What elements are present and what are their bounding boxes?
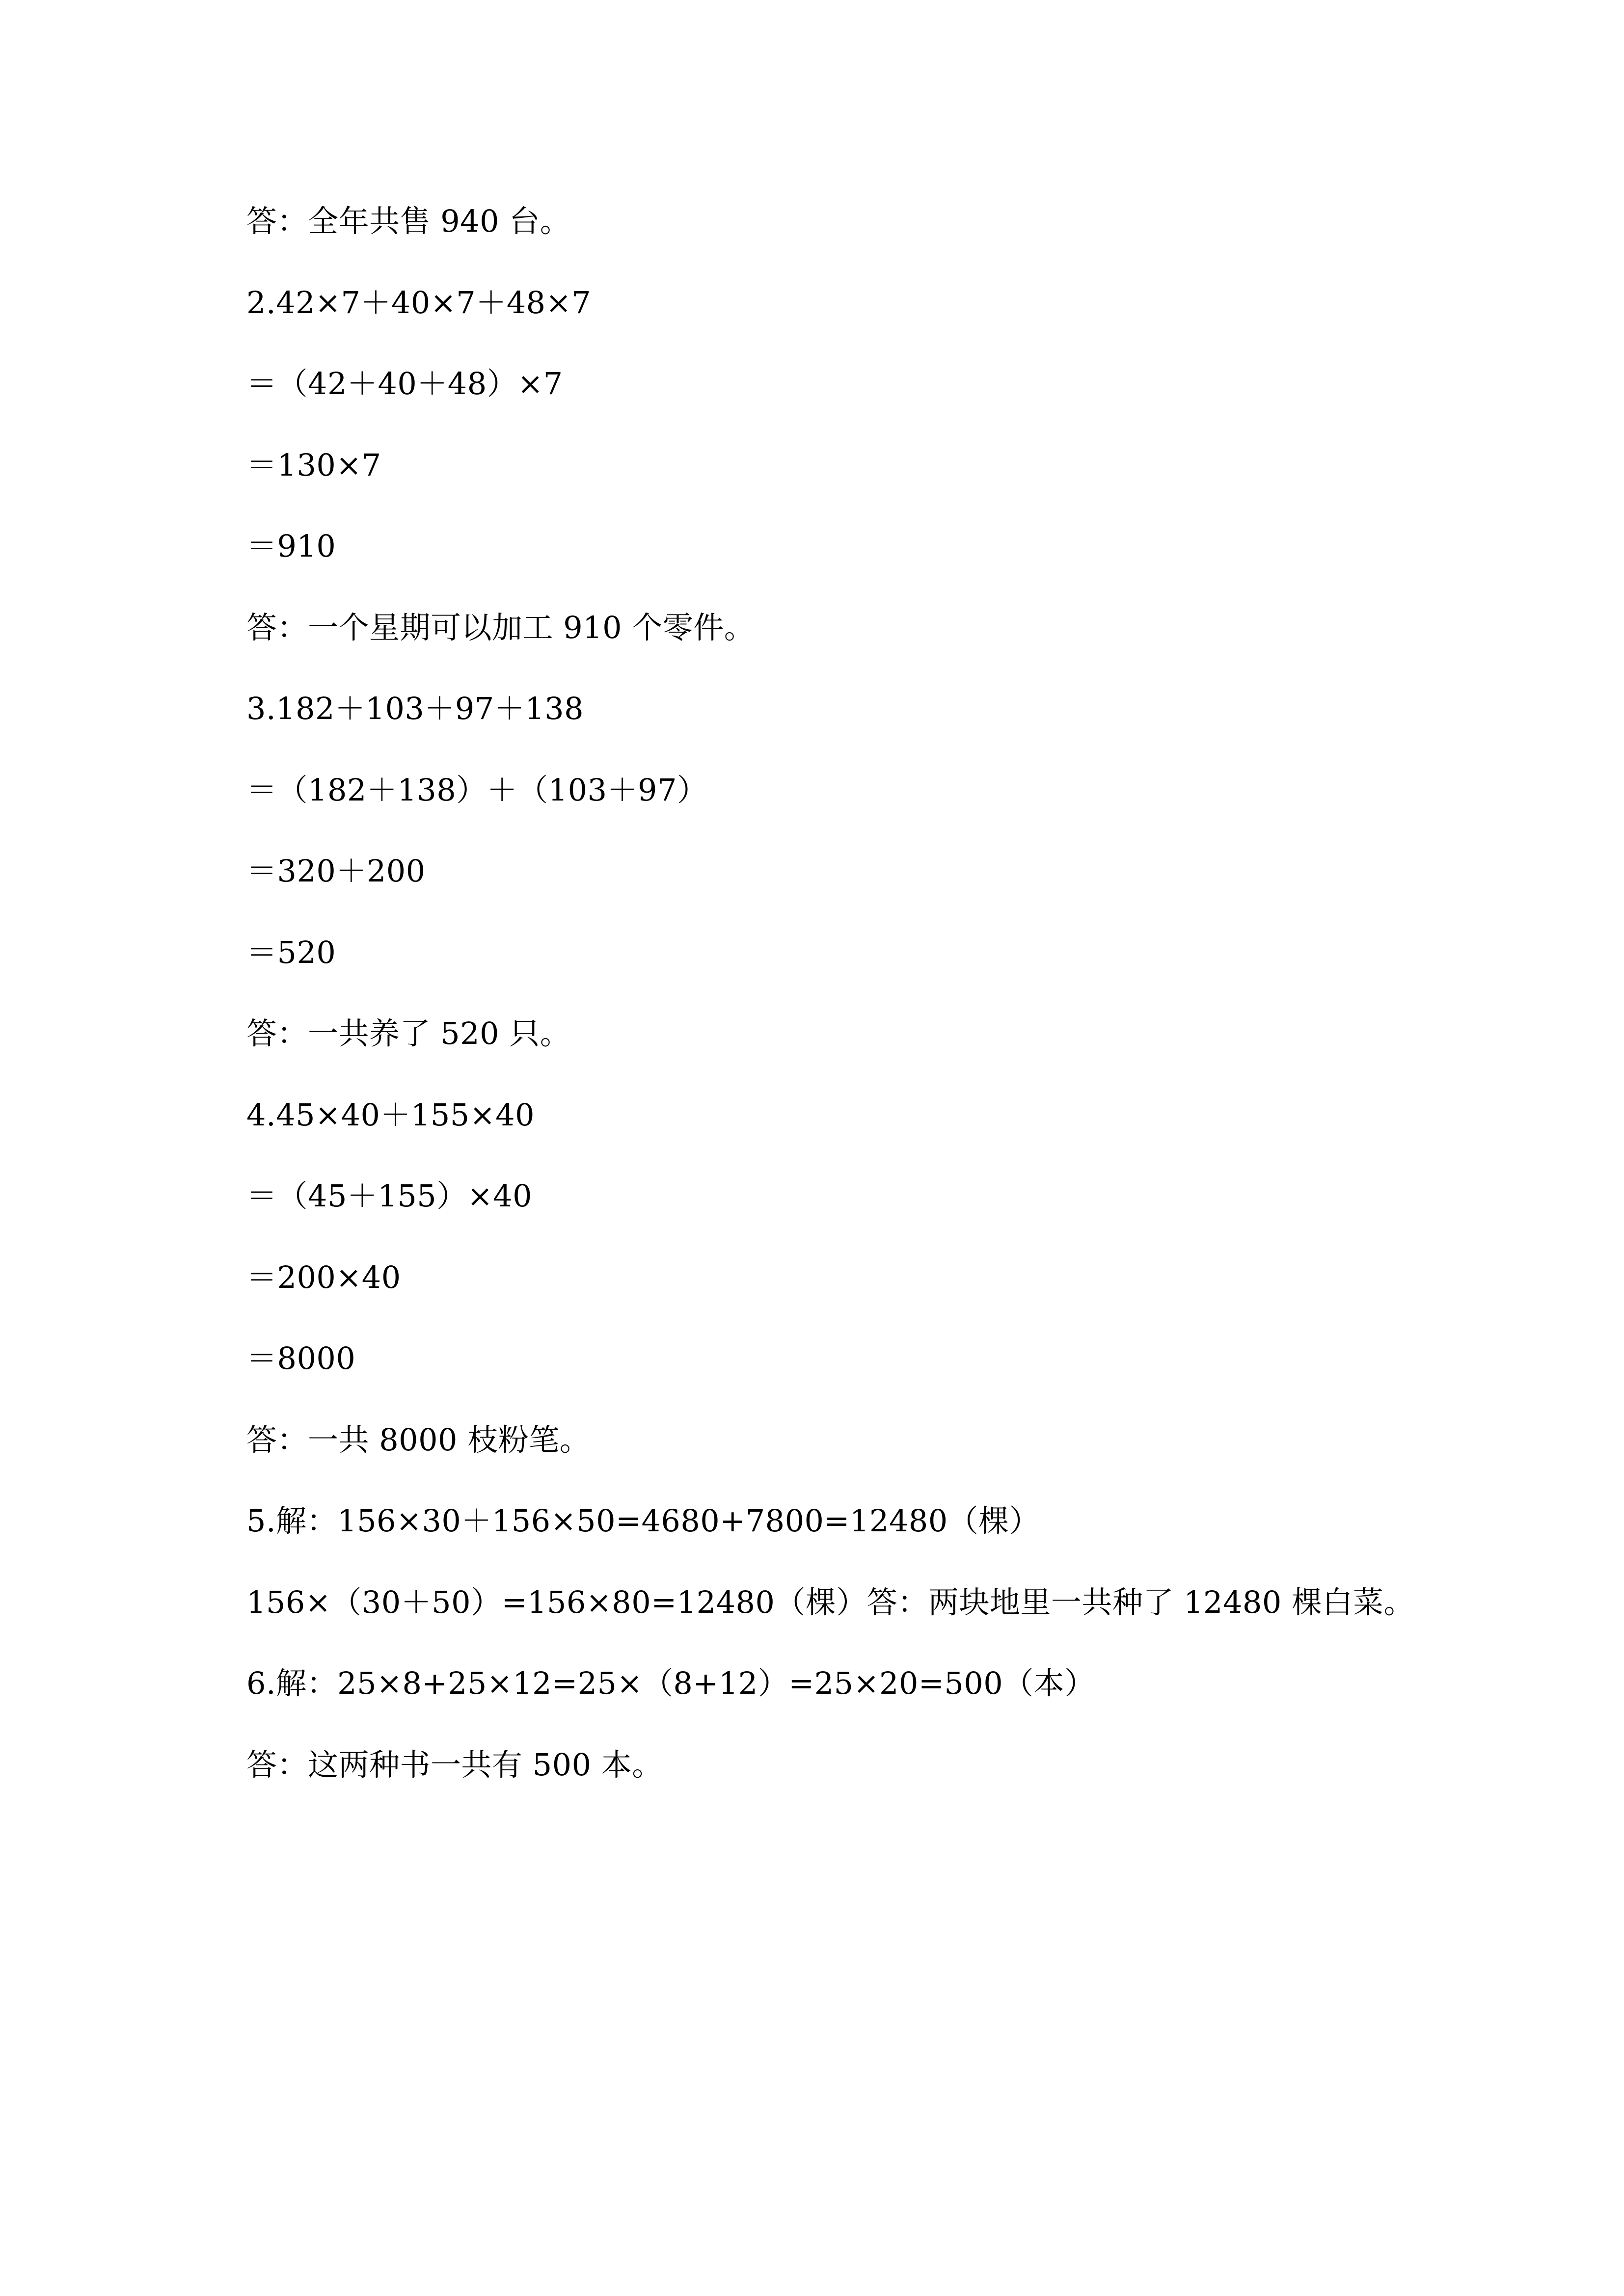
problem-2-step-2: ＝130×7 <box>246 447 381 483</box>
problem-2-result: ＝910 <box>246 528 336 564</box>
problem-6-answer: 答：这两种书一共有 500 本。 <box>246 1746 663 1783</box>
problem-3-step-1: ＝（182＋138）＋（103＋97） <box>246 772 708 808</box>
problem-6-solution: 6.解：25×8+25×12=25×（8+12）=25×20=500（本） <box>246 1665 1095 1701</box>
problem-4-step-2: ＝200×40 <box>246 1259 401 1295</box>
answer-text-block <box>246 199 1572 1824</box>
problem-4-step-1: ＝（45＋155）×40 <box>246 1178 533 1214</box>
problem-5-solution: 5.解：156×30＋156×50=4680+7800=12480（棵） <box>246 1503 1040 1539</box>
problem-2-expression: 2.42×7＋40×7＋48×7 <box>246 284 592 320</box>
problem-5-alternative-and-answer: 156×（30＋50）=156×80=12480（棵）答：两块地里一共种了 12480 棵白菜。 <box>246 1584 1415 1620</box>
problem-3-expression: 3.182＋103＋97＋138 <box>246 691 584 726</box>
problem-3-step-2: ＝320＋200 <box>246 853 426 889</box>
problem-2-answer: 答：一个星期可以加工 910 个零件。 <box>246 609 755 645</box>
problem-3-answer: 答：一共养了 520 只。 <box>246 1015 571 1051</box>
answer-line-1-conclusion: 答：全年共售 940 台。 <box>246 203 571 239</box>
problem-3-result: ＝520 <box>246 934 336 970</box>
problem-4-expression: 4.45×40＋155×40 <box>246 1096 535 1133</box>
problem-4-answer: 答：一共 8000 枝粉笔。 <box>246 1421 591 1458</box>
problem-2-step-1: ＝（42＋40＋48）×7 <box>246 366 563 401</box>
problem-4-result: ＝8000 <box>246 1340 356 1376</box>
